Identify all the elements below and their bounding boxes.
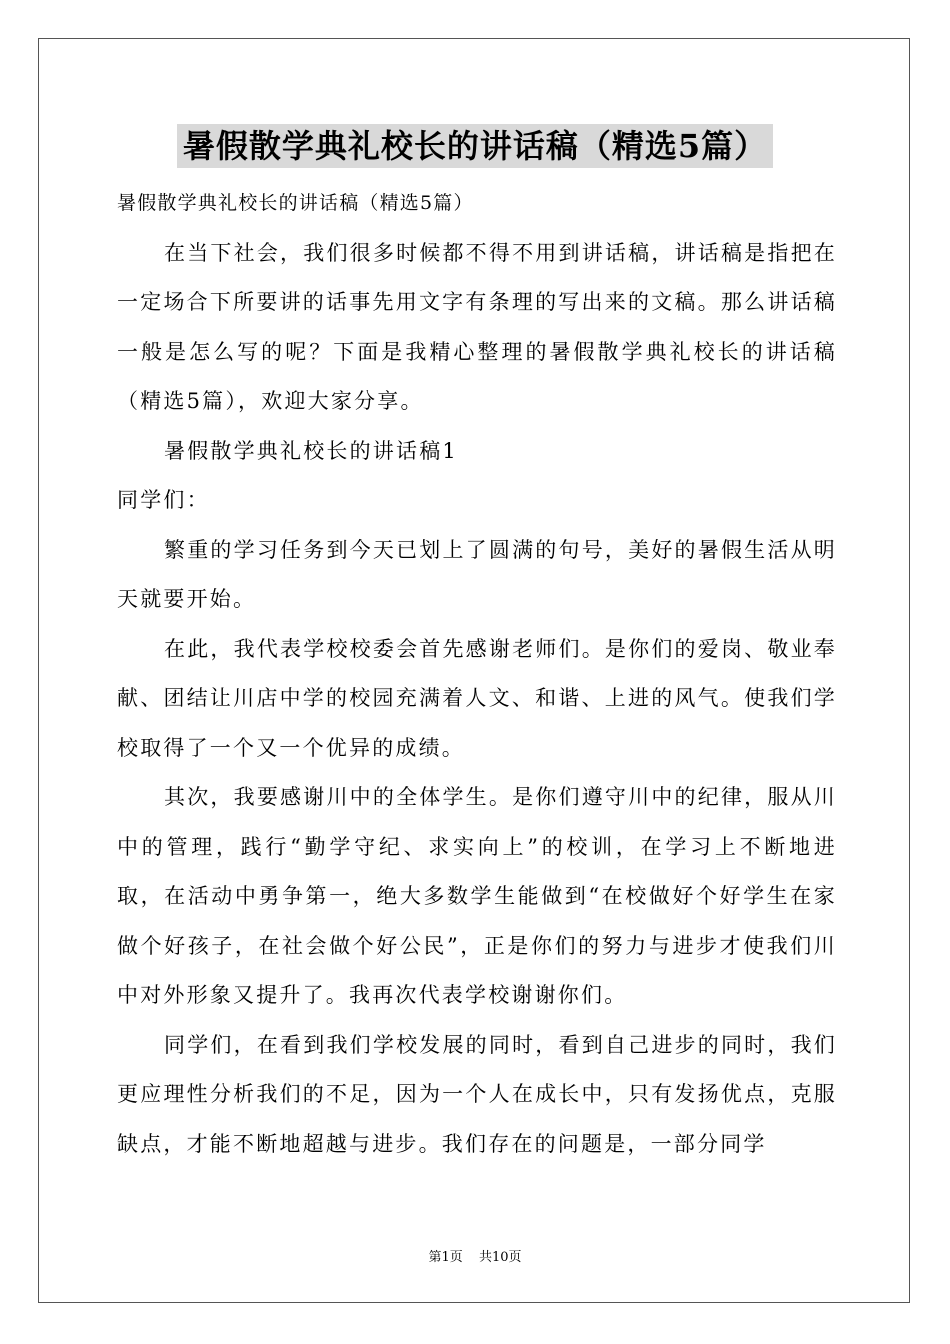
paragraph[interactable]: 其次，我要感谢川中的全体学生。是你们遵守川中的纪律，服从川中的管理，践行“勤学守纪、求实向上”的校训，在学习上不断地进取，在活动中勇争第一，绝大多数学生能做到“在校做好个好学生在家做个好孩子，在社会做个好公民”，正是你们的努力与进步才使我们川中对外形象又提升了。我再次代表学校谢谢你们。 (117, 785, 837, 1007)
salutation[interactable]: 同学们： (117, 488, 210, 512)
document-subtitle[interactable]: 暑假散学典礼校长的讲话稿（精选5篇） (117, 192, 474, 214)
page-total: 共10页 (478, 1250, 522, 1265)
page-number: 第1页 (428, 1250, 463, 1265)
paragraph[interactable]: 同学们，在看到我们学校发展的同时，看到自己进步的同时，我们更应理性分析我们的不足，因为一个人在成长中，只有发扬优点，克服缺点，才能不断地超越与进步。我们存在的问题是，一部分同学 (117, 1032, 837, 1156)
paragraph-intro[interactable]: 在当下社会，我们很多时候都不得不用到讲话稿，讲话稿是指把在一定场合下所要讲的话事先用文字有条理的写出来的文稿。那么讲话稿一般是怎么写的呢？下面是我精心整理的暑假散学典礼校长的讲话稿（精选5篇），欢迎大家分享。 (117, 240, 837, 413)
paragraph[interactable]: 繁重的学习任务到今天已划上了圆满的句号，美好的暑假生活从明天就要开始。 (117, 537, 837, 611)
paragraph[interactable]: 在此，我代表学校校委会首先感谢老师们。是你们的爱岗、敬业奉献、团结让川店中学的校园充满着人文、和谐、上进的风气。使我们学校取得了一个又一个优异的成绩。 (117, 636, 837, 760)
page-footer (0, 1246, 950, 1265)
document-title[interactable]: 暑假散学典礼校长的讲话稿（精选5篇） (177, 124, 773, 168)
title-container (0, 124, 950, 168)
section-heading[interactable]: 暑假散学典礼校长的讲话稿1 (164, 438, 458, 463)
document-body (117, 179, 837, 1169)
